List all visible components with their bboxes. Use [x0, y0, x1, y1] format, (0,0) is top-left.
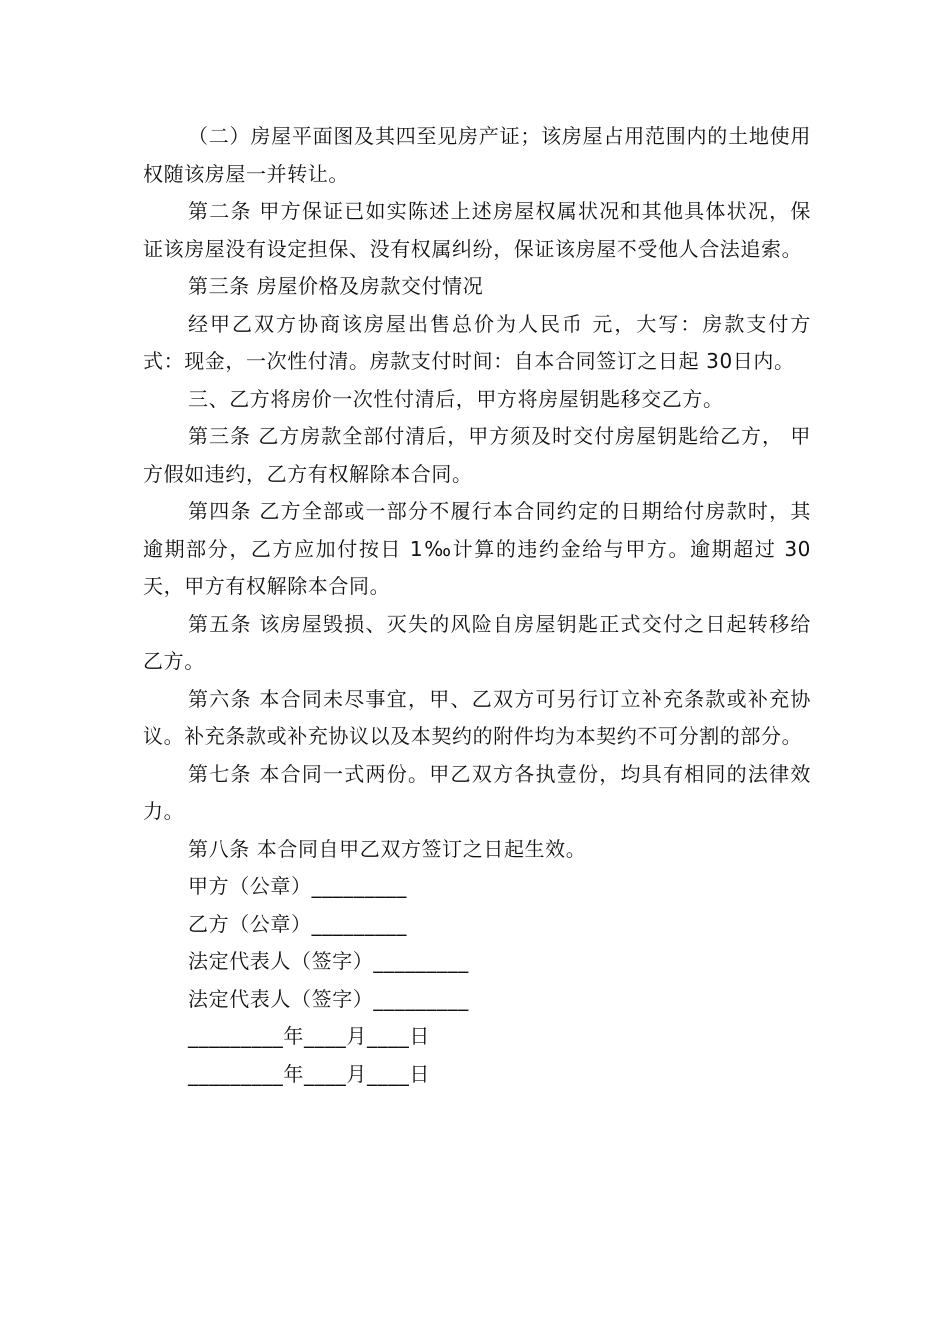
- clause-paragraph: 第三条 乙方房款全部付清后，甲方须及时交付房屋钥匙给乙方， 甲方假如违约，乙方有权解除本合同。: [143, 424, 811, 486]
- date-line: _________年____月____日: [188, 1061, 430, 1086]
- clause-paragraph: 第六条 本合同未尽事宜，甲、乙双方可另行订立补充条款或补充协议。补充条款或补充协议以及本契约的附件均为本契约不可分割的部分。: [143, 686, 811, 748]
- clause-paragraph: 三、乙方将房价一次性付清后，甲方将房屋钥匙移交乙方。: [188, 386, 724, 411]
- clause-paragraph: 第七条 本合同一式两份。甲乙双方各执壹份，均具有相同的法律效力。: [143, 761, 811, 823]
- document-body: [143, 118, 818, 1093]
- clause-paragraph: 第二条 甲方保证已如实陈述上述房屋权属状况和其他具体状况，保证该房屋没有设定担保、没有权属纠纷，保证该房屋不受他人合法追索。: [143, 199, 811, 261]
- party-b-seal-line: 乙方（公章）_________: [188, 911, 407, 936]
- clause-paragraph: 第八条 本合同自甲乙双方签订之日起生效。: [188, 836, 587, 861]
- clause-paragraph: 第五条 该房屋毁损、灭失的风险自房屋钥匙正式交付之日起转移给乙方。: [143, 611, 811, 673]
- party-a-seal-line: 甲方（公章）_________: [188, 874, 407, 898]
- clause-paragraph: 第三条 房屋价格及房款交付情况: [188, 274, 484, 298]
- clause-paragraph: 第四条 乙方全部或一部分不履行本合同约定的日期给付房款时，其逾期部分，乙方应加付按日 1‰计算的违约金给与甲方。逾期超过 30 天，甲方有权解除本合同。: [143, 499, 818, 598]
- clause-paragraph: （二）房屋平面图及其四至见房产证；该房屋占用范围内的土地使用权随该房屋一并转让。: [143, 124, 811, 186]
- legal-rep-signature-line: 法定代表人（签字）_________: [188, 986, 469, 1011]
- legal-rep-signature-line: 法定代表人（签字）_________: [188, 949, 469, 973]
- clause-paragraph: 经甲乙双方协商该房屋出售总价为人民币 元，大写：房款支付方式：现金，一次性付清。房款支付时间：自本合同签订之日起 30日内。: [143, 311, 811, 373]
- date-line: _________年____月____日: [188, 1024, 430, 1048]
